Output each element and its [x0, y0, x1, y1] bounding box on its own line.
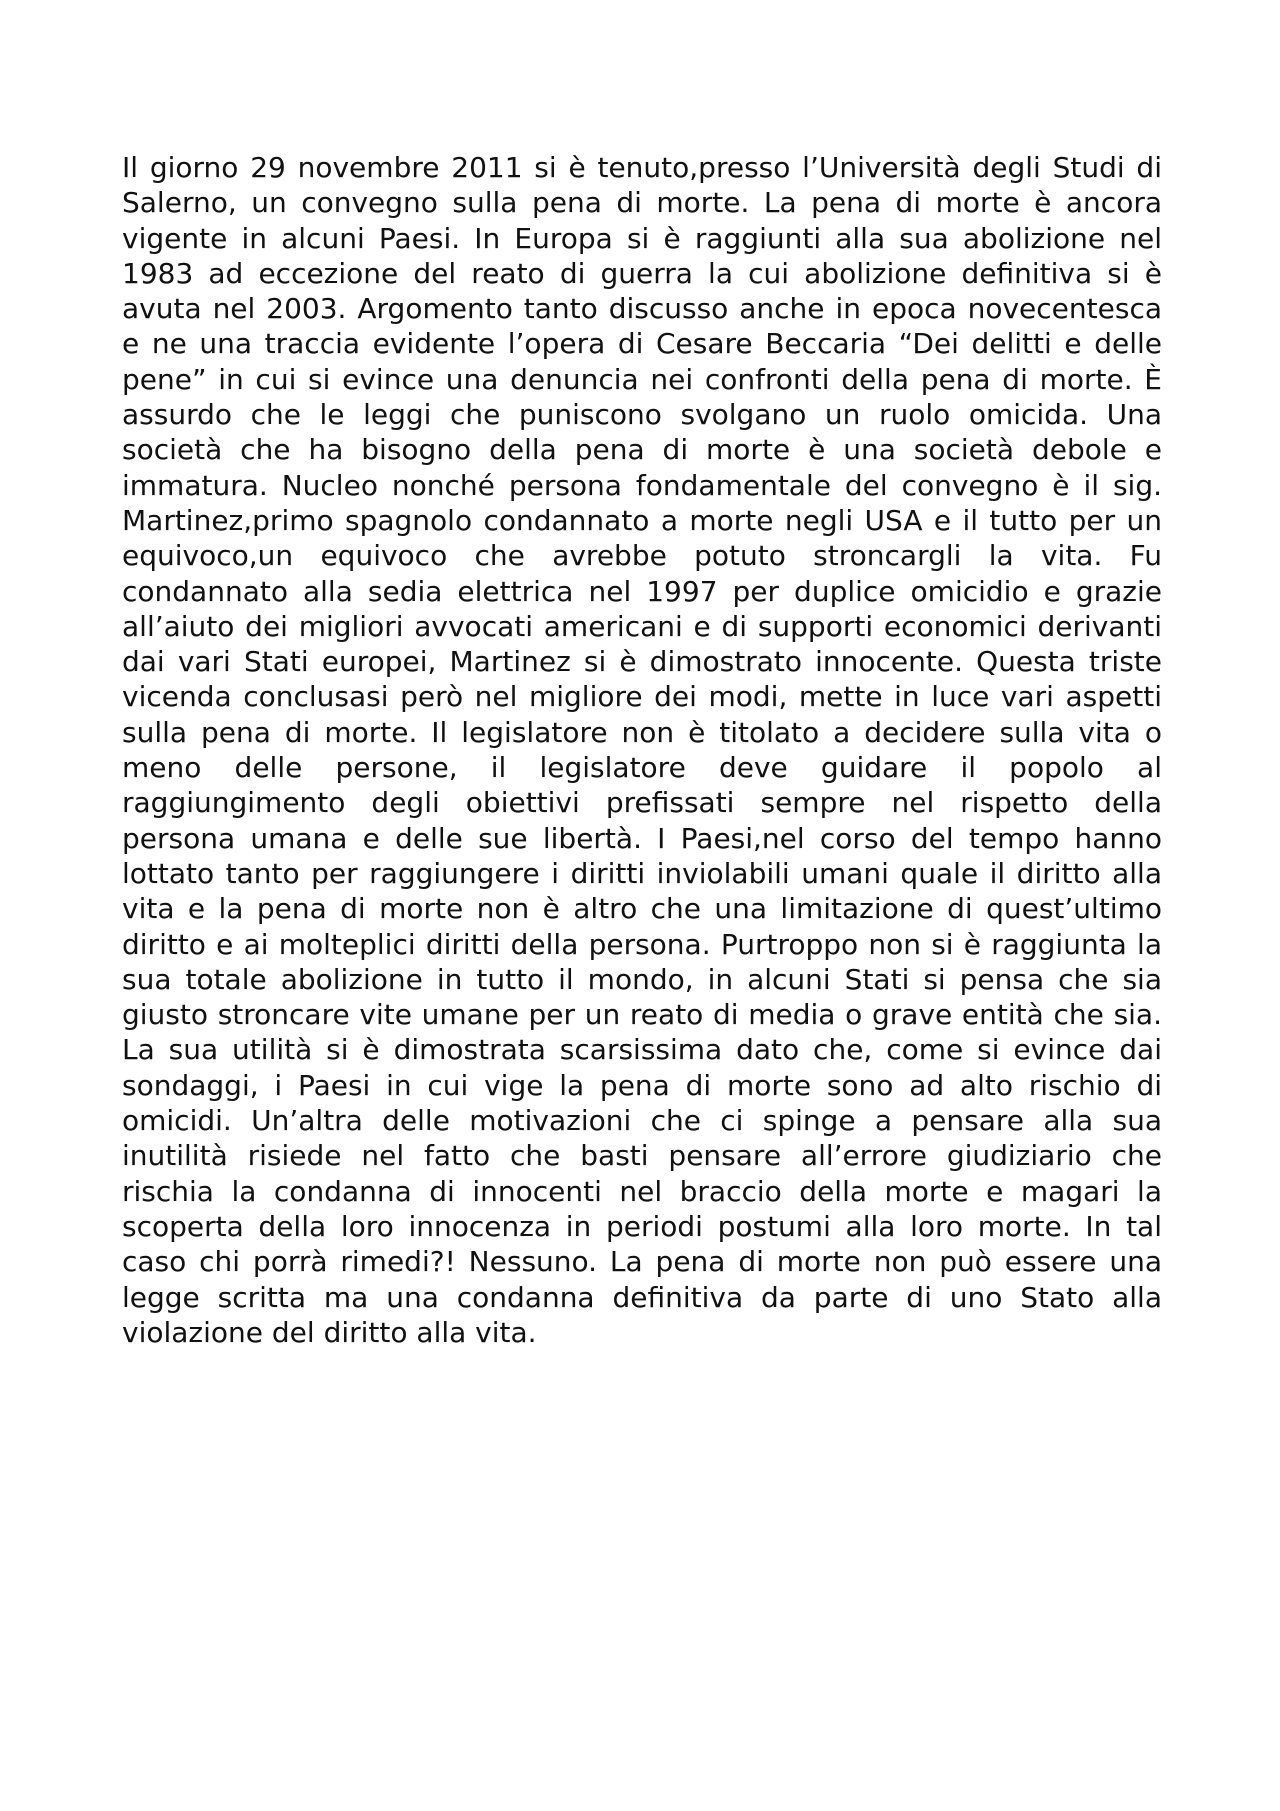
body-paragraph: Il giorno 29 novembre 2011 si è tenuto,presso l’Università degli Studi di Salerno, un convegno sulla pena di morte. La pena di morte è ancora vigente in alcuni Paesi. In Europa si è raggiunti alla sua abolizione nel 1983 ad eccezione del reato di guerra la cui abolizione definitiva si è avuta nel 2003. Argomento tanto discusso anche in epoca novecentesca e ne una traccia evidente l’opera di Cesare Beccaria “Dei delitti e delle pene” in cui si evince una denuncia nei confronti della pena di morte. È assurdo che le leggi che puniscono svolgano un ruolo omicida. Una società che ha bisogno della pena di morte è una società debole e immatura. Nucleo nonché persona fondamentale del convegno è il sig. Martinez,primo spagnolo condannato a morte negli USA e il tutto per un equivoco,un equivoco che avrebbe potuto stroncargli la vita. Fu condannato alla sedia elettrica nel 1997 per duplice omicidio e grazie all’aiuto dei migliori avvocati americani e di supporti economici derivanti dai vari Stati europei, Martinez si è dimostrato innocente. Questa triste vicenda conclusasi però nel migliore dei modi, mette in luce vari aspetti sulla pena di morte. Il legislatore non è titolato a decidere sulla vita o meno delle persone, il legislatore deve guidare il popolo al raggiungimento degli obiettivi prefissati sempre nel rispetto della persona umana e delle sue libertà. I Paesi,nel corso del tempo hanno lottato tanto per raggiungere i diritti inviolabili umani quale il diritto alla vita e la pena di morte non è altro che una limitazione di quest’ultimo diritto e ai molteplici diritti della persona. Purtroppo non si è raggiunta la sua totale abolizione in tutto il mondo, in alcuni Stati si pensa che sia giusto stroncare vite umane per un reato di media o grave entità che sia. La sua utilità si è dimostrata scarsissima dato che, come si evince dai sondaggi, i Paesi in cui vige la pena di morte sono ad alto rischio di omicidi. Un’altra delle motivazioni che ci spinge a pensare alla sua inutilità risiede nel fatto che basti pensare all’errore giudiziario che rischia la condanna di innocenti nel braccio della morte e magari la scoperta della loro innocenza in periodi postumi alla loro morte. In tal caso chi porrà rimedi?! Nessuno. La pena di morte non può essere una legge scritta ma una condanna definitiva da parte di uno Stato alla violazione del diritto alla vita. — [122, 151, 1162, 1349]
